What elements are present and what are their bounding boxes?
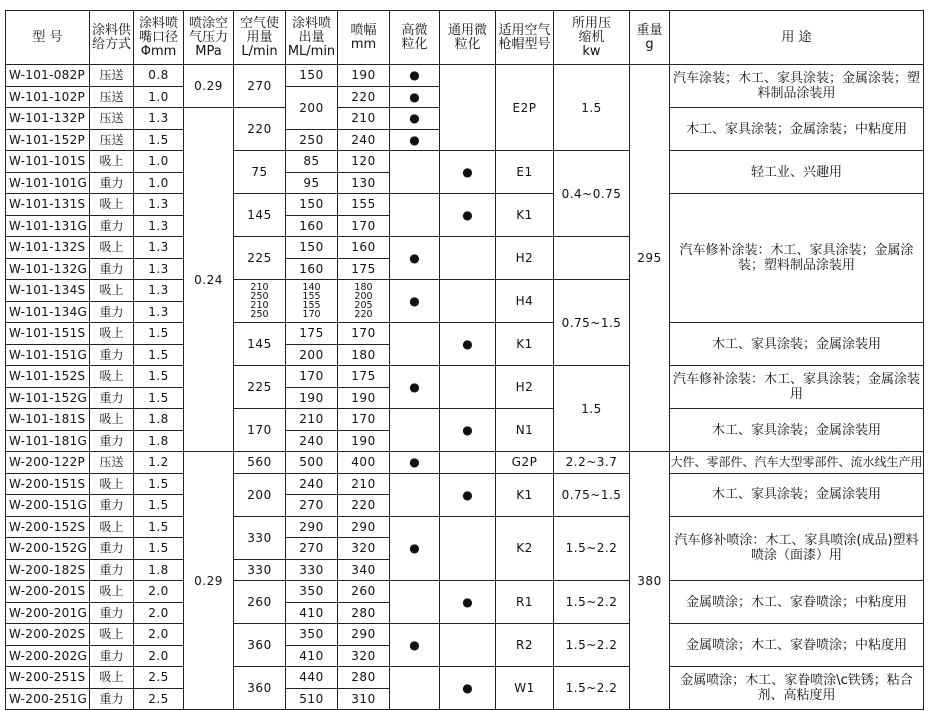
model-cell: W-200-201S [6, 581, 90, 603]
nozzle-cell: 2.0 [134, 602, 184, 624]
compressor-cell: 1.5 [554, 366, 630, 452]
header-air: 空气使 用量 L/min [234, 11, 286, 65]
header-feed: 涂料供 给方式 [90, 11, 134, 65]
output-cell: 160 [286, 215, 338, 237]
general-atomization-dot: ● [440, 667, 496, 710]
general-atomization-cell [440, 280, 496, 323]
feed-cell: 吸上 [90, 194, 134, 216]
output-134-cell [286, 280, 338, 323]
usage-cell: 金属喷涂；木工、家眷喷涂\c铁锈；粘合剂、高粘度用 [670, 667, 924, 710]
general-atomization-dot: ● [440, 473, 496, 516]
output-cell: 85 [286, 151, 338, 173]
feed-cell: 压送 [90, 108, 134, 130]
output-134-value: 170 [302, 309, 321, 320]
nozzle-cell: 1.3 [134, 237, 184, 259]
width-134-value: 220 [354, 309, 373, 320]
general-atomization-cell [440, 516, 496, 581]
air-cap-cell: W1 [496, 667, 554, 710]
model-cell: W-101-152G [6, 387, 90, 409]
width-cell: 175 [338, 258, 390, 280]
model-cell: W-101-102P [6, 86, 90, 108]
width-cell: 170 [338, 409, 390, 431]
high-atomization-cell [390, 581, 440, 624]
feed-cell: 重力 [90, 559, 134, 581]
width-cell: 280 [338, 602, 390, 624]
model-cell: W-101-152P [6, 129, 90, 151]
air-cell: 145 [234, 323, 286, 366]
output-cell: 170 [286, 366, 338, 388]
output-cell: 175 [286, 323, 338, 345]
width-cell: 320 [338, 645, 390, 667]
usage-cell: 大件、零部件、汽车大型零部件、流水线生产用 [670, 452, 924, 474]
feed-cell: 重力 [90, 215, 134, 237]
width-cell: 180 [338, 344, 390, 366]
output-cell: 440 [286, 667, 338, 689]
feed-cell: 重力 [90, 688, 134, 710]
output-cell: 150 [286, 65, 338, 87]
model-cell: W-101-181S [6, 409, 90, 431]
feed-cell: 吸上 [90, 366, 134, 388]
width-cell: 290 [338, 516, 390, 538]
nozzle-cell: 1.2 [134, 452, 184, 474]
air-cap-cell: H4 [496, 280, 554, 323]
model-cell: W-101-131G [6, 215, 90, 237]
air-134-value: 210 [250, 282, 269, 293]
model-cell: W-200-182S [6, 559, 90, 581]
table-row [6, 667, 924, 689]
output-cell: 290 [286, 516, 338, 538]
width-cell: 170 [338, 323, 390, 345]
air-cell: 145 [234, 194, 286, 237]
high-atomization-dot: ● [390, 237, 440, 280]
weight-cell: 380 [630, 452, 670, 710]
width-cell: 190 [338, 430, 390, 452]
feed-cell: 吸上 [90, 323, 134, 345]
output-cell: 350 [286, 624, 338, 646]
output-cell: 270 [286, 538, 338, 560]
feed-cell: 重力 [90, 344, 134, 366]
usage-cell: 木工、家具涂装；金属涂装用 [670, 409, 924, 452]
header-weight: 重量 g [630, 11, 670, 65]
output-cell: 410 [286, 645, 338, 667]
general-atomization-dot: ● [440, 581, 496, 624]
compressor-cell: 2.2~3.7 [554, 452, 630, 474]
air-cell: 225 [234, 237, 286, 280]
model-cell: W-101-101S [6, 151, 90, 173]
width-cell: 220 [338, 86, 390, 108]
high-atomization-dot: ● [390, 129, 440, 151]
model-cell: W-101-134S [6, 280, 90, 302]
nozzle-cell: 1.3 [134, 258, 184, 280]
header-pressure: 喷涂空 气压力 MPa [184, 11, 234, 65]
air-cell: 75 [234, 151, 286, 194]
general-atomization-cell [440, 452, 496, 474]
usage-cell: 汽车修补涂装：木工、家具涂装；金属涂装用 [670, 366, 924, 409]
general-atomization-dot: ● [440, 323, 496, 366]
width-134-value: 200 [354, 291, 373, 302]
nozzle-cell: 1.5 [134, 538, 184, 560]
table-row [6, 194, 924, 216]
width-cell: 220 [338, 495, 390, 517]
air-134-value: 250 [250, 291, 269, 302]
feed-cell: 吸上 [90, 473, 134, 495]
feed-cell: 吸上 [90, 516, 134, 538]
nozzle-cell: 1.5 [134, 516, 184, 538]
usage-cell: 轻工业、兴趣用 [670, 151, 924, 194]
compressor-cell: 0.75~1.5 [554, 473, 630, 516]
nozzle-cell: 1.8 [134, 430, 184, 452]
feed-cell: 压送 [90, 86, 134, 108]
high-atomization-dot: ● [390, 108, 440, 130]
nozzle-cell: 1.0 [134, 86, 184, 108]
width-cell: 290 [338, 624, 390, 646]
feed-cell: 压送 [90, 129, 134, 151]
output-134-value: 155 [302, 300, 321, 311]
air-cap-cell: K2 [496, 516, 554, 581]
nozzle-cell: 2.0 [134, 624, 184, 646]
air-cap-cell: K1 [496, 323, 554, 366]
compressor-cell: 1.5 [554, 65, 630, 151]
model-cell: W-101-152S [6, 366, 90, 388]
output-cell: 510 [286, 688, 338, 710]
compressor-cell: 1.5~2.2 [554, 581, 630, 624]
nozzle-cell: 1.0 [134, 151, 184, 173]
general-atomization-dot: ● [440, 151, 496, 194]
feed-cell: 重力 [90, 430, 134, 452]
width-cell: 190 [338, 65, 390, 87]
high-atomization-cell [390, 409, 440, 452]
width-cell: 210 [338, 473, 390, 495]
width-cell: 160 [338, 237, 390, 259]
width-cell: 260 [338, 581, 390, 603]
nozzle-cell: 1.8 [134, 409, 184, 431]
high-atomization-cell [390, 151, 440, 194]
air-134-value: 210 [250, 300, 269, 311]
air-134-cell [234, 280, 286, 323]
nozzle-cell: 1.5 [134, 366, 184, 388]
usage-cell: 汽车修补涂装：木工、家具涂装；金属涂装；塑料制品涂装用 [670, 194, 924, 323]
model-cell: W-200-151G [6, 495, 90, 517]
output-cell: 150 [286, 194, 338, 216]
nozzle-cell: 0.8 [134, 65, 184, 87]
feed-cell: 吸上 [90, 581, 134, 603]
output-cell: 350 [286, 581, 338, 603]
usage-cell: 木工、家具涂装；金属涂装用 [670, 473, 924, 516]
nozzle-cell: 1.3 [134, 280, 184, 302]
air-134-value: 250 [250, 309, 269, 320]
output-cell: 240 [286, 430, 338, 452]
model-cell: W-101-132P [6, 108, 90, 130]
pressure-cell: 0.29 [184, 65, 234, 108]
nozzle-cell: 1.3 [134, 215, 184, 237]
feed-cell: 重力 [90, 495, 134, 517]
spray-gun-spec-table [5, 10, 923, 706]
output-cell: 200 [286, 86, 338, 129]
output-cell: 500 [286, 452, 338, 474]
width-cell: 340 [338, 559, 390, 581]
usage-cell: 汽车涂装；木工、家具涂装；金属涂装；塑料制品涂装用 [670, 65, 924, 108]
air-cell: 360 [234, 667, 286, 710]
high-atomization-dot: ● [390, 516, 440, 581]
width-cell: 155 [338, 194, 390, 216]
width-cell: 320 [338, 538, 390, 560]
table-row [6, 151, 924, 173]
feed-cell: 重力 [90, 602, 134, 624]
model-cell: W-200-251G [6, 688, 90, 710]
width-134-value: 180 [354, 282, 373, 293]
width-cell: 120 [338, 151, 390, 173]
model-cell: W-101-082P [6, 65, 90, 87]
general-atomization-cell [440, 366, 496, 409]
width-cell: 210 [338, 108, 390, 130]
feed-cell: 吸上 [90, 151, 134, 173]
pressure-cell: 0.29 [184, 452, 234, 710]
output-cell: 210 [286, 409, 338, 431]
general-atomization-dot: ● [440, 194, 496, 237]
nozzle-cell: 2.0 [134, 581, 184, 603]
air-cap-cell: G2P [496, 452, 554, 474]
nozzle-cell: 1.5 [134, 387, 184, 409]
air-cell: 270 [234, 65, 286, 108]
air-cell: 220 [234, 108, 286, 151]
nozzle-cell: 1.5 [134, 495, 184, 517]
high-atomization-dot: ● [390, 366, 440, 409]
usage-cell: 木工、家具涂装；金属涂装用 [670, 323, 924, 366]
header-width: 喷幅 mm [338, 11, 390, 65]
air-cell: 200 [234, 473, 286, 516]
width-cell: 400 [338, 452, 390, 474]
air-cap-cell: E1 [496, 151, 554, 194]
usage-cell: 汽车修补喷涂：木工、家具喷涂(成品)塑料喷涂（面漆）用 [670, 516, 924, 581]
nozzle-cell: 1.5 [134, 323, 184, 345]
feed-cell: 压送 [90, 65, 134, 87]
high-atomization-cell [390, 194, 440, 237]
feed-cell: 吸上 [90, 667, 134, 689]
output-cell: 250 [286, 129, 338, 151]
feed-cell: 重力 [90, 387, 134, 409]
nozzle-cell: 1.3 [134, 194, 184, 216]
model-cell: W-101-132S [6, 237, 90, 259]
feed-cell: 吸上 [90, 280, 134, 302]
air-cell: 360 [234, 624, 286, 667]
model-cell: W-200-202S [6, 624, 90, 646]
model-cell: W-200-152G [6, 538, 90, 560]
nozzle-cell: 1.8 [134, 559, 184, 581]
model-cell: W-101-101G [6, 172, 90, 194]
general-atomization-cell [440, 624, 496, 667]
table-row [6, 452, 924, 474]
feed-cell: 重力 [90, 538, 134, 560]
model-cell: W-101-131S [6, 194, 90, 216]
model-cell: W-200-152S [6, 516, 90, 538]
compressor-cell: 1.5~2.2 [554, 516, 630, 581]
air-cap-cell: H2 [496, 237, 554, 280]
header-output: 涂料喷 出量 ML/min [286, 11, 338, 65]
air-cap-cell: H2 [496, 366, 554, 409]
output-cell: 410 [286, 602, 338, 624]
air-cell: 260 [234, 581, 286, 624]
nozzle-cell: 1.0 [134, 172, 184, 194]
usage-cell: 木工、家具涂装；金属涂装；中粘度用 [670, 108, 924, 151]
high-atomization-dot: ● [390, 65, 440, 87]
model-cell: W-200-122P [6, 452, 90, 474]
width-cell: 280 [338, 667, 390, 689]
high-atomization-cell [390, 323, 440, 366]
model-cell: W-101-181G [6, 430, 90, 452]
width-cell: 130 [338, 172, 390, 194]
width-cell: 310 [338, 688, 390, 710]
compressor-cell: 1.5~2.2 [554, 624, 630, 667]
feed-cell: 压送 [90, 452, 134, 474]
air-cell: 330 [234, 516, 286, 559]
table-row [6, 581, 924, 603]
header-air-cap: 适用空气 枪帽型号 [496, 11, 554, 65]
feed-cell: 吸上 [90, 624, 134, 646]
header-general-atomization: 通用微 粒化 [440, 11, 496, 65]
width-cell: 240 [338, 129, 390, 151]
output-cell: 200 [286, 344, 338, 366]
width-cell: 190 [338, 387, 390, 409]
table-row [6, 409, 924, 431]
model-cell: W-101-134G [6, 301, 90, 323]
header-compressor: 所用压 缩机 kw [554, 11, 630, 65]
model-cell: W-101-151G [6, 344, 90, 366]
model-cell: W-200-251S [6, 667, 90, 689]
general-atomization-cell [440, 65, 496, 151]
high-atomization-dot: ● [390, 86, 440, 108]
high-atomization-dot: ● [390, 452, 440, 474]
nozzle-cell: 1.3 [134, 108, 184, 130]
compressor-cell: 0.4~0.75 [554, 151, 630, 237]
width-cell: 170 [338, 215, 390, 237]
feed-cell: 重力 [90, 645, 134, 667]
air-cell: 170 [234, 409, 286, 452]
table-row [6, 473, 924, 495]
header-usage: 用 途 [670, 11, 924, 65]
nozzle-cell: 2.5 [134, 667, 184, 689]
feed-cell: 吸上 [90, 237, 134, 259]
table-row [6, 323, 924, 345]
header-nozzle: 涂料喷 嘴口径 Φmm [134, 11, 184, 65]
header-high-atomization: 高微 粒化 [390, 11, 440, 65]
nozzle-cell: 2.5 [134, 688, 184, 710]
table-row [6, 624, 924, 646]
nozzle-cell: 1.5 [134, 129, 184, 151]
model-cell: W-101-132G [6, 258, 90, 280]
nozzle-cell: 1.3 [134, 301, 184, 323]
air-cell: 225 [234, 366, 286, 409]
air-cap-cell: E2P [496, 65, 554, 151]
air-cell: 560 [234, 452, 286, 474]
compressor-cell: 0.75~1.5 [554, 280, 630, 366]
high-atomization-dot: ● [390, 624, 440, 667]
feed-cell: 重力 [90, 258, 134, 280]
output-cell: 270 [286, 495, 338, 517]
output-cell: 190 [286, 387, 338, 409]
feed-cell: 吸上 [90, 409, 134, 431]
usage-cell: 金属喷涂；木工、家眷喷涂；中粘度用 [670, 581, 924, 624]
weight-cell: 295 [630, 65, 670, 452]
output-134-value: 140 [302, 282, 321, 293]
model-cell: W-200-201G [6, 602, 90, 624]
table-row [6, 516, 924, 538]
model-cell: W-200-202G [6, 645, 90, 667]
air-cap-cell: N1 [496, 409, 554, 452]
pressure-cell: 0.24 [184, 108, 234, 452]
high-atomization-dot: ● [390, 280, 440, 323]
compressor-cell: 1.5~2.2 [554, 667, 630, 710]
nozzle-cell: 1.5 [134, 344, 184, 366]
model-cell: W-200-151S [6, 473, 90, 495]
header-row [6, 11, 924, 65]
width-134-value: 205 [354, 300, 373, 311]
output-cell: 330 [286, 559, 338, 581]
output-cell: 95 [286, 172, 338, 194]
feed-cell: 重力 [90, 172, 134, 194]
output-cell: 150 [286, 237, 338, 259]
table-row [6, 366, 924, 388]
high-atomization-cell [390, 667, 440, 710]
air-cap-cell: R1 [496, 581, 554, 624]
air-cap-cell: K1 [496, 194, 554, 237]
air-cap-cell: K1 [496, 473, 554, 516]
width-134-cell [338, 280, 390, 323]
general-atomization-cell [440, 237, 496, 280]
header-model: 型 号 [6, 11, 90, 65]
table-row [6, 65, 924, 87]
model-cell: W-101-151S [6, 323, 90, 345]
general-atomization-dot: ● [440, 409, 496, 452]
usage-cell: 金属喷涂；木工、家眷喷涂；中粘度用 [670, 624, 924, 667]
high-atomization-cell [390, 473, 440, 516]
output-cell: 240 [286, 473, 338, 495]
air-cell: 330 [234, 559, 286, 581]
output-134-value: 155 [302, 291, 321, 302]
spec-table [5, 10, 924, 710]
nozzle-cell: 1.5 [134, 473, 184, 495]
output-cell: 160 [286, 258, 338, 280]
nozzle-cell: 2.0 [134, 645, 184, 667]
width-cell: 175 [338, 366, 390, 388]
feed-cell: 重力 [90, 301, 134, 323]
air-cap-cell: R2 [496, 624, 554, 667]
